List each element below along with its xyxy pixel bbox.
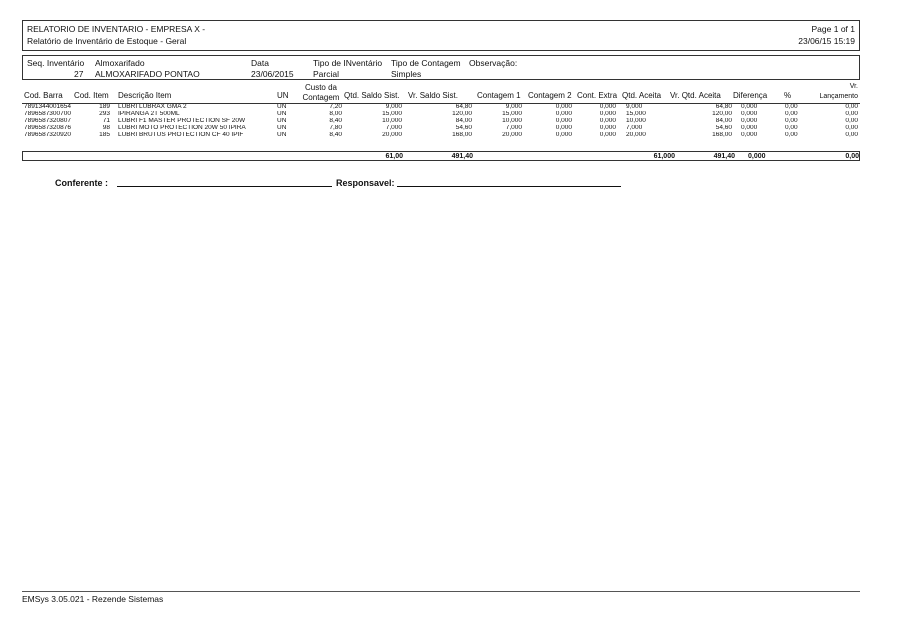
cell-pct: 0,00 — [785, 125, 798, 131]
column-headers — [22, 83, 860, 103]
footer-text: EMSys 3.05.021 - Rezende Sistemas — [22, 594, 164, 604]
total-qtd-saldo: 61,00 — [385, 153, 403, 160]
cell-vr-lanc: 0,00 — [845, 111, 858, 117]
cell-diferenca: 0,000 — [741, 104, 758, 110]
col-qtd-saldo: Qtd. Saldo Sist. — [344, 91, 400, 100]
cell-cont-extra: 0,000 — [599, 132, 616, 138]
cell-contagem2: 0,000 — [555, 118, 572, 124]
cell-vr-qtd-aceita: 84,00 — [715, 118, 732, 124]
col-cod-item: Cod. Item — [74, 91, 109, 100]
responsavel-label: Responsavel: — [336, 178, 395, 188]
cell-descricao: LUBRI BRUTUS PROTECTION CF 40 IPIF — [118, 132, 244, 138]
seq-value: 27 — [74, 69, 84, 79]
cell-custo: 8,00 — [329, 111, 342, 117]
col-custo-line1: Custo da — [304, 83, 338, 92]
cell-cod-item: 189 — [99, 104, 110, 110]
cell-vr-qtd-aceita: 54,60 — [715, 125, 732, 131]
cell-un: UN — [277, 111, 287, 117]
col-contagem2: Contagem 2 — [528, 91, 572, 100]
cell-vr-saldo: 120,00 — [452, 111, 472, 117]
col-cont-extra: Cont. Extra — [577, 91, 618, 100]
cell-contagem1: 10,000 — [502, 118, 522, 124]
cell-vr-saldo: 64,80 — [455, 104, 472, 110]
cell-qtd-saldo: 20,000 — [382, 132, 402, 138]
cell-descricao: LUBRI LUBRAX GMA 2 — [118, 104, 187, 110]
data-label: Data — [251, 58, 269, 68]
printed-at: 23/06/15 15:19 — [798, 36, 855, 46]
cell-cod-barra: 7896587320920 — [24, 132, 71, 138]
data-value: 23/06/2015 — [251, 69, 294, 79]
cell-custo: 8,40 — [329, 132, 342, 138]
tipo-inv-label: Tipo de INventário — [313, 58, 383, 68]
cell-pct: 0,00 — [785, 118, 798, 124]
cell-contagem1: 7,000 — [505, 125, 522, 131]
responsavel-signature-line — [397, 186, 621, 187]
cell-diferenca: 0,000 — [741, 132, 758, 138]
cell-qtd-aceita: 7,000 — [626, 125, 643, 131]
cell-vr-qtd-aceita: 64,80 — [715, 104, 732, 110]
inventory-info — [22, 55, 860, 80]
col-custo-line2: Contagem — [302, 93, 340, 102]
col-qtd-aceita: Qtd. Aceita — [622, 91, 662, 100]
cell-qtd-aceita: 20,000 — [626, 132, 646, 138]
report-subtitle: Relatório de Inventário de Estoque - Geral — [27, 36, 187, 46]
col-diferenca: Diferença — [733, 91, 768, 100]
cell-contagem1: 15,000 — [502, 111, 522, 117]
cell-pct: 0,00 — [785, 104, 798, 110]
cell-qtd-saldo: 15,000 — [382, 111, 402, 117]
cell-vr-saldo: 84,00 — [455, 118, 472, 124]
table-row — [22, 125, 860, 131]
total-vr-saldo: 491,40 — [451, 153, 473, 160]
report-header — [22, 20, 860, 51]
cell-qtd-saldo: 10,000 — [382, 118, 402, 124]
cell-diferenca: 0,000 — [741, 118, 758, 124]
cell-vr-qtd-aceita: 120,00 — [712, 111, 732, 117]
cell-cont-extra: 0,000 — [599, 118, 616, 124]
cell-qtd-aceita: 9,000 — [626, 104, 643, 110]
cell-vr-lanc: 0,00 — [845, 125, 858, 131]
cell-contagem2: 0,000 — [555, 125, 572, 131]
col-pct: % — [784, 91, 792, 100]
almox-value: ALMOXARIFADO PONTAO — [95, 69, 200, 79]
cell-qtd-saldo: 9,000 — [385, 104, 402, 110]
cell-contagem2: 0,000 — [555, 111, 572, 117]
cell-contagem1: 20,000 — [502, 132, 522, 138]
cell-cod-barra: 7891344001654 — [24, 104, 71, 110]
cell-qtd-aceita: 10,000 — [626, 118, 646, 124]
cell-custo: 8,40 — [329, 118, 342, 124]
tipo-cont-label: Tipo de Contagem — [391, 58, 461, 68]
col-cod-barra: Cod. Barra — [24, 91, 63, 100]
cell-qtd-aceita: 15,000 — [626, 111, 646, 117]
cell-cont-extra: 0,000 — [599, 125, 616, 131]
cell-qtd-saldo: 7,000 — [385, 125, 402, 131]
total-qtd-aceita: 61,000 — [653, 153, 675, 160]
page-indicator: Page 1 of 1 — [811, 24, 855, 34]
cell-diferenca: 0,000 — [741, 111, 758, 117]
report-title: RELATORIO DE INVENTARIO - EMPRESA X - — [27, 24, 206, 34]
cell-un: UN — [277, 125, 287, 131]
seq-label: Seq. Inventário — [27, 58, 85, 68]
cell-diferenca: 0,000 — [741, 125, 758, 131]
cell-descricao: IPIRANGA 2T 500ML — [118, 111, 180, 117]
cell-vr-lanc: 0,00 — [845, 104, 858, 110]
cell-cod-barra: 7896587300700 — [24, 111, 71, 117]
table-row — [22, 118, 860, 124]
cell-cod-item: 98 — [102, 125, 110, 131]
cell-contagem2: 0,000 — [555, 104, 572, 110]
cell-contagem2: 0,000 — [555, 132, 572, 138]
totals-row — [22, 151, 860, 161]
footer-divider — [22, 591, 860, 592]
col-vr-lanc-line2: Lançamento — [819, 93, 858, 100]
total-diferenca: 0,000 — [748, 153, 766, 160]
cell-cont-extra: 0,000 — [599, 111, 616, 117]
cell-pct: 0,00 — [785, 111, 798, 117]
cell-un: UN — [277, 104, 287, 110]
col-vr-qtd-aceita: Vr. Qtd. Aceita — [670, 91, 721, 100]
cell-custo: 7,80 — [329, 125, 342, 131]
cell-un: UN — [277, 118, 287, 124]
cell-descricao: LUBRI MOTO PROTECTION 20W 50 IPIRA — [118, 125, 246, 131]
tipo-inv-value: Parcial — [313, 69, 339, 79]
cell-custo: 7,20 — [329, 104, 342, 110]
table-row — [22, 104, 860, 110]
total-vr-qtd-aceita: 491,40 — [713, 153, 735, 160]
table-row — [22, 111, 860, 117]
conferente-label: Conferente : — [55, 178, 109, 188]
col-descricao: Descrição Item — [118, 91, 172, 100]
conferente-signature-line — [117, 186, 332, 187]
cell-vr-lanc: 0,00 — [845, 132, 858, 138]
tipo-cont-value: Simples — [391, 69, 422, 79]
col-contagem1: Contagem 1 — [477, 91, 521, 100]
cell-cod-barra: 7896587320876 — [24, 125, 71, 131]
cell-vr-saldo: 54,60 — [455, 125, 472, 131]
cell-pct: 0,00 — [785, 132, 798, 138]
cell-un: UN — [277, 132, 287, 138]
cell-cod-barra: 7896587320807 — [24, 118, 71, 124]
cell-cod-item: 293 — [99, 111, 110, 117]
cell-cod-item: 185 — [99, 132, 110, 138]
table-row — [22, 132, 860, 138]
cell-vr-lanc: 0,00 — [845, 118, 858, 124]
cell-vr-qtd-aceita: 168,00 — [712, 132, 732, 138]
obs-label: Observação: — [469, 58, 518, 68]
cell-contagem1: 9,000 — [505, 104, 522, 110]
cell-descricao: LUBRI F1 MASTER PROTECTION SF 20W — [118, 118, 246, 124]
almox-label: Almoxarifado — [95, 58, 145, 68]
col-vr-lanc-line1: Vr. — [849, 83, 858, 90]
col-un: UN — [277, 91, 289, 100]
total-vr-lanc: 0,00 — [845, 153, 859, 160]
cell-vr-saldo: 168,00 — [452, 132, 472, 138]
cell-cod-item: 71 — [102, 118, 110, 124]
col-vr-saldo: Vr. Saldo Sist. — [408, 91, 458, 100]
cell-cont-extra: 0,000 — [599, 104, 616, 110]
